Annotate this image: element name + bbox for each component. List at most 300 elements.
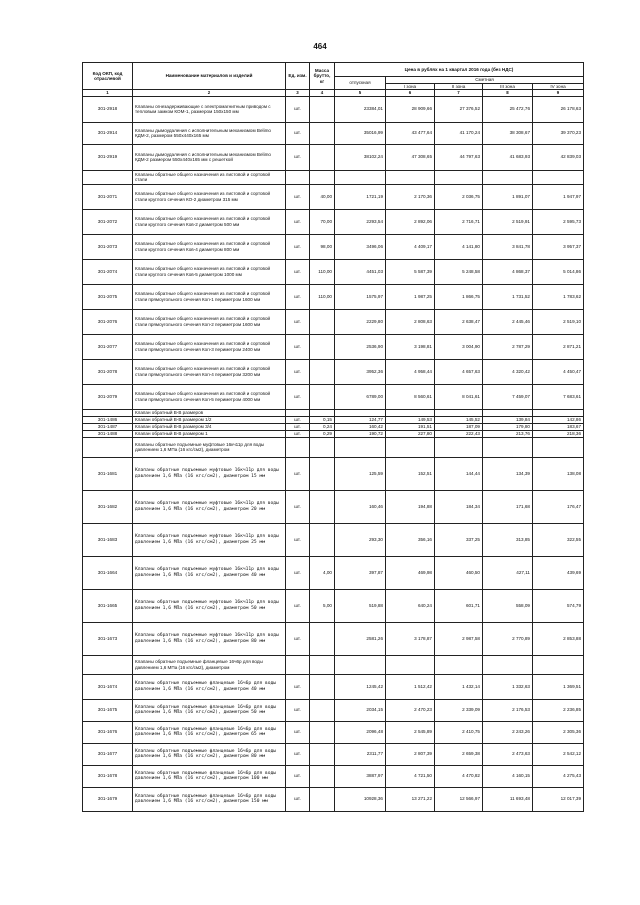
cell-name: Клапаны обратные общего назначения из листовой и сортовой стали прямоугольного сечения Коп-4 периметром 3200 мм [133, 359, 286, 384]
cell-zone3-price: 4 868,37 [483, 259, 533, 284]
cell-unit: шт. [286, 416, 310, 423]
cell-zone1-price: 2 892,06 [386, 209, 435, 234]
table-row [83, 144, 584, 170]
cell-release-price: 3496,06 [335, 234, 386, 259]
cell-zone3-price: 313,85 [483, 523, 533, 556]
table-row [83, 284, 584, 309]
cell-unit: шт. [286, 787, 310, 811]
cell-unit: шт. [286, 284, 310, 309]
cell-release-price: 293,30 [335, 523, 386, 556]
table-row [83, 674, 584, 699]
cell-code: 301-2079 [83, 384, 133, 409]
cell-zone3-price: 3 841,78 [483, 234, 533, 259]
cell-mass: 70,00 [310, 209, 335, 234]
cell-zone1-price: 1 987,25 [386, 284, 435, 309]
cell-zone4-price: 42 839,03 [533, 144, 584, 170]
cell-release-price [335, 170, 386, 184]
cell-zone2-price: 222,43 [435, 430, 483, 437]
cell-zone2-price: 2 987,58 [435, 622, 483, 655]
cell-zone3-price [483, 409, 533, 416]
cell-name: Клапаны обратные общего назначения из листовой и сортовой стали прямоугольного сечения Коп-5 периметром 4000 мм [133, 384, 286, 409]
cell-zone2-price: 2 036,75 [435, 184, 483, 209]
cell-zone3-price: 139,84 [483, 416, 533, 423]
cell-release-price: 35016,99 [335, 122, 386, 144]
cell-unit: шт. [286, 234, 310, 259]
cell-zone3-price: 2 770,89 [483, 622, 533, 655]
cell-zone4-price: 2 853,88 [533, 622, 584, 655]
cell-code: 301-1487 [83, 423, 133, 430]
cell-release-price: 38102,24 [335, 144, 386, 170]
cell-zone3-price: 11 693,48 [483, 787, 533, 811]
cell-code: 301-2919 [83, 144, 133, 170]
cell-zone1-price: 43 477,64 [386, 122, 435, 144]
cell-zone2-price: 460,50 [435, 556, 483, 589]
cell-zone4-price: 5 014,86 [533, 259, 584, 284]
cell-code: 301-2072 [83, 209, 133, 234]
cell-release-price: 10928,36 [335, 787, 386, 811]
cell-zone2-price: 27 376,52 [435, 96, 483, 122]
cell-zone4-price [533, 655, 584, 674]
table-row [83, 622, 584, 655]
cell-mass [310, 384, 335, 409]
cell-code: 301-1674 [83, 674, 133, 699]
cell-unit: шт. [286, 359, 310, 384]
cell-mass [310, 457, 335, 490]
cell-unit: шт. [286, 622, 310, 655]
cell-zone4-price: 176,47 [533, 490, 584, 523]
cell-mass [310, 490, 335, 523]
cell-mass: 110,00 [310, 284, 335, 309]
cell-name: Клапаны обратные подъемные муфтовые 16кч11р для воды давлением 1,6 МПа (16 кгс/см2), диаметром 25 мм [133, 523, 286, 556]
cell-name: Клапаны обратные общего назначения из листовой и сортовой стали круглого сечения Ков-4 диаметром 800 мм [133, 234, 286, 259]
cell-zone2-price: 2 716,71 [435, 209, 483, 234]
cell-zone4-price: 2 519,10 [533, 309, 584, 334]
cell-code [83, 170, 133, 184]
cell-zone4-price: 142,86 [533, 416, 584, 423]
cell-release-price: 2293,54 [335, 209, 386, 234]
table-row [83, 184, 584, 209]
table-row [83, 416, 584, 423]
table-row [83, 409, 584, 416]
cell-name: Клапаны обратные подъемные фланцевые 16ч6р для воды давлением 1,6 МПа (16 кгс/см2), диаметром 65 мм [133, 721, 286, 743]
cell-zone1-price: 4 958,44 [386, 359, 435, 384]
cell-name: Клапан обратный В-В размером 1 [133, 430, 286, 437]
cell-unit: шт. [286, 384, 310, 409]
cell-release-price: 160,46 [335, 490, 386, 523]
cell-zone4-price: 2 542,12 [533, 743, 584, 765]
cell-unit: шт. [286, 699, 310, 721]
cell-zone3-price: 558,09 [483, 589, 533, 622]
cell-mass [310, 699, 335, 721]
cell-zone4-price: 1 369,51 [533, 674, 584, 699]
cell-zone1-price: 2 545,89 [386, 721, 435, 743]
cell-code: 301-1673 [83, 622, 133, 655]
cell-code: 301-2075 [83, 284, 133, 309]
cell-mass [310, 787, 335, 811]
cell-mass [310, 622, 335, 655]
cell-zone2-price [435, 170, 483, 184]
cell-zone3-price: 4 320,42 [483, 359, 533, 384]
cell-release-price: 2536,90 [335, 334, 386, 359]
cell-zone1-price: 640,24 [386, 589, 435, 622]
cell-zone2-price: 4 470,82 [435, 765, 483, 787]
cell-mass [310, 96, 335, 122]
cell-code: 301-1676 [83, 721, 133, 743]
column-number: 7 [435, 90, 483, 97]
cell-unit [286, 409, 310, 416]
cell-release-price: 519,88 [335, 589, 386, 622]
cell-name: Клапаны огнезадерживающие с электромагнитным приводом с тепловым замком КОМ-1, размером 150х150 мм [133, 96, 286, 122]
cell-zone3-price: 179,80 [483, 423, 533, 430]
cell-zone4-price: 2 236,85 [533, 699, 584, 721]
cell-zone4-price: 4 450,47 [533, 359, 584, 384]
cell-release-price: 124,77 [335, 416, 386, 423]
cell-mass: 0,24 [310, 423, 335, 430]
cell-name: Клапаны обратные общего назначения из листовой и сортовой стали прямоугольного сечения Коп-3 периметром 2400 мм [133, 334, 286, 359]
cell-zone1-price: 469,98 [386, 556, 435, 589]
table-row [83, 721, 584, 743]
cell-zone3-price: 2 473,63 [483, 743, 533, 765]
cell-release-price: 160,42 [335, 423, 386, 430]
cell-zone3-price [483, 170, 533, 184]
cell-zone2-price: 337,25 [435, 523, 483, 556]
cell-zone3-price: 2 176,53 [483, 699, 533, 721]
cell-mass [310, 359, 335, 384]
cell-zone1-price [386, 170, 435, 184]
header-mass: Масса брутто, кг [310, 63, 335, 90]
cell-unit [286, 437, 310, 457]
cell-name: Клапаны обратные подъемные фланцевые 16ч6р для воды давлением 1,6 МПа (16 кгс/см2), диаметром 100 мм [133, 765, 286, 787]
column-number: 6 [386, 90, 435, 97]
table-row [83, 556, 584, 589]
cell-code: 301-1682 [83, 490, 133, 523]
cell-zone1-price: 194,88 [386, 490, 435, 523]
cell-code: 301-1683 [83, 523, 133, 556]
cell-unit: шт. [286, 523, 310, 556]
cell-unit: шт. [286, 457, 310, 490]
cell-zone2-price: 144,44 [435, 457, 483, 490]
cell-zone3-price: 2 445,46 [483, 309, 533, 334]
cell-unit: шт. [286, 259, 310, 284]
cell-zone2-price: 1 432,14 [435, 674, 483, 699]
cell-zone1-price: 8 560,61 [386, 384, 435, 409]
cell-code: 301-1664 [83, 556, 133, 589]
table-row [83, 765, 584, 787]
cell-release-price: 1721,19 [335, 184, 386, 209]
cell-mass: 98,00 [310, 234, 335, 259]
cell-release-price: 2096,48 [335, 721, 386, 743]
table-row [83, 122, 584, 144]
cell-zone2-price: 184,34 [435, 490, 483, 523]
cell-unit: шт. [286, 765, 310, 787]
table-row [83, 589, 584, 622]
cell-unit: шт. [286, 674, 310, 699]
cell-zone2-price: 4 141,80 [435, 234, 483, 259]
table-row [83, 96, 584, 122]
cell-zone2-price: 4 657,63 [435, 359, 483, 384]
cell-zone3-price: 213,76 [483, 430, 533, 437]
cell-zone3-price: 2 519,91 [483, 209, 533, 234]
header-code: Код ОКП, код отраслевой [83, 63, 133, 90]
header-zone1: I зона [386, 83, 435, 90]
cell-mass [310, 721, 335, 743]
cell-zone2-price: 2 659,38 [435, 743, 483, 765]
cell-release-price: 4451,03 [335, 259, 386, 284]
cell-zone2-price: 187,09 [435, 423, 483, 430]
cell-mass [310, 765, 335, 787]
cell-zone1-price: 149,53 [386, 416, 435, 423]
cell-zone2-price [435, 409, 483, 416]
cell-code: 301-2073 [83, 234, 133, 259]
table-row [83, 384, 584, 409]
cell-zone1-price: 3 178,87 [386, 622, 435, 655]
cell-zone1-price: 13 271,22 [386, 787, 435, 811]
cell-zone1-price [386, 655, 435, 674]
cell-zone1-price [386, 437, 435, 457]
cell-release-price [335, 409, 386, 416]
cell-code [83, 437, 133, 457]
cell-zone1-price: 227,80 [386, 430, 435, 437]
table-row [83, 209, 584, 234]
cell-code [83, 409, 133, 416]
cell-zone4-price [533, 409, 584, 416]
header-name: Наименование материалов и изделий [133, 63, 286, 90]
cell-unit: шт. [286, 122, 310, 144]
cell-code: 301-2076 [83, 309, 133, 334]
cell-zone1-price: 2 808,63 [386, 309, 435, 334]
cell-unit: шт. [286, 96, 310, 122]
cell-mass [310, 743, 335, 765]
cell-unit [286, 170, 310, 184]
table-row [83, 523, 584, 556]
cell-code: 301-2918 [83, 96, 133, 122]
cell-unit: шт. [286, 556, 310, 589]
header-zone4: IV зона [533, 83, 584, 90]
cell-zone4-price: 2 595,73 [533, 209, 584, 234]
cell-zone4-price: 7 683,61 [533, 384, 584, 409]
cell-zone2-price: 5 248,58 [435, 259, 483, 284]
cell-mass [310, 655, 335, 674]
cell-name: Клапаны обратные подъемные муфтовые 16кч11р для воды давлением 1,6 МПа (16 кгс/см2), диаметром 20 мм [133, 490, 286, 523]
cell-zone2-price [435, 655, 483, 674]
cell-zone4-price: 3 957,37 [533, 234, 584, 259]
cell-zone2-price: 44 797,63 [435, 144, 483, 170]
cell-zone2-price: 2 410,75 [435, 721, 483, 743]
cell-code: 301-1677 [83, 743, 133, 765]
cell-mass: 4,00 [310, 556, 335, 589]
cell-name: Клапаны обратные подъемные муфтовые 16кч11р для воды давлением 1,6 МПа (16 кгс/см2), диаметром 80 мм [133, 622, 286, 655]
cell-name: Клапаны обратные общего назначения из листовой и сортовой стали круглого сечения Ков-2 диаметром 500 мм [133, 209, 286, 234]
cell-name: Клапан обратный В-В размером 1/2 [133, 416, 286, 423]
cell-release-price: 397,87 [335, 556, 386, 589]
cell-unit: шт. [286, 589, 310, 622]
cell-mass [310, 334, 335, 359]
cell-unit: шт. [286, 334, 310, 359]
table-row [83, 234, 584, 259]
table-row [83, 170, 584, 184]
cell-release-price: 23384,01 [335, 96, 386, 122]
cell-zone1-price: 3 198,81 [386, 334, 435, 359]
column-number: 3 [286, 90, 310, 97]
cell-code: 301-1678 [83, 765, 133, 787]
cell-zone2-price: 1 866,75 [435, 284, 483, 309]
cell-release-price: 1575,97 [335, 284, 386, 309]
cell-zone4-price: 12 017,39 [533, 787, 584, 811]
cell-release-price: 6789,00 [335, 384, 386, 409]
column-number: 1 [83, 90, 133, 97]
column-number: 9 [533, 90, 584, 97]
cell-code: 301-1665 [83, 589, 133, 622]
cell-zone1-price: 4 409,17 [386, 234, 435, 259]
page-number: 464 [313, 42, 327, 51]
cell-zone4-price: 2 305,36 [533, 721, 584, 743]
cell-zone4-price: 26 178,63 [533, 96, 584, 122]
table-row [83, 359, 584, 384]
cell-zone4-price [533, 437, 584, 457]
cell-release-price: 2311,77 [335, 743, 386, 765]
cell-zone3-price [483, 437, 533, 457]
table-row [83, 334, 584, 359]
cell-zone3-price: 38 308,67 [483, 122, 533, 144]
cell-zone3-price: 2 243,26 [483, 721, 533, 743]
cell-mass: 0,15 [310, 416, 335, 423]
cell-zone2-price: 8 041,61 [435, 384, 483, 409]
header-estimate: Сметная [386, 77, 584, 84]
cell-mass [310, 309, 335, 334]
cell-zone4-price: 4 275,43 [533, 765, 584, 787]
cell-name: Клапаны обратные подъемные муфтовые 16кч11р для воды давлением 1,6 МПа (16 кгс/см2), диаметром 40 мм [133, 556, 286, 589]
cell-zone1-price: 1 512,42 [386, 674, 435, 699]
cell-zone3-price: 1 891,07 [483, 184, 533, 209]
table-row [83, 259, 584, 284]
cell-zone1-price: 47 308,65 [386, 144, 435, 170]
header-zone2: II зона [435, 83, 483, 90]
cell-name: Клапан обратный В-В размером 3/4 [133, 423, 286, 430]
cell-zone2-price: 12 566,97 [435, 787, 483, 811]
cell-release-price: 3887,97 [335, 765, 386, 787]
cell-name: Клапаны обратные общего назначения из листовой и сортовой стали [133, 170, 286, 184]
cell-name: Клапаны обратные подъемные муфтовые 16кч11р для воды давлением 1,6 МПа (16 кгс/см2), диаметром 15 мм [133, 457, 286, 490]
cell-code: 301-1679 [83, 787, 133, 811]
cell-zone4-price: 2 871,21 [533, 334, 584, 359]
cell-zone2-price: 145,52 [435, 416, 483, 423]
cell-zone4-price: 39 370,23 [533, 122, 584, 144]
table-row [83, 743, 584, 765]
cell-zone3-price: 171,68 [483, 490, 533, 523]
cell-zone4-price: 1 947,97 [533, 184, 584, 209]
cell-unit [286, 655, 310, 674]
cell-name: Клапан обратный В-В размеров [133, 409, 286, 416]
cell-unit: шт. [286, 490, 310, 523]
column-number: 5 [335, 90, 386, 97]
cell-release-price: 3952,36 [335, 359, 386, 384]
cell-name: Клапаны обратные подъемные фланцевые 16ч6р для воды давлением 1,6 МПа (16 кгс/см2), диаметром 40 мм [133, 674, 286, 699]
cell-name: Клапаны обратные общего назначения из листовой и сортовой стали круглого сечения Ков-5 диаметром 1000 мм [133, 259, 286, 284]
cell-zone1-price: 5 587,39 [386, 259, 435, 284]
cell-name: Клапаны обратные общего назначения из листовой и сортовой стали прямоугольного сечения Коп-1 периметром 1600 мм [133, 284, 286, 309]
cell-code: 301-2914 [83, 122, 133, 144]
table-row [83, 423, 584, 430]
header-price-group: Цена в рублях на 1 квартал 2016 года (без НДС) [335, 63, 584, 77]
column-number: 2 [133, 90, 286, 97]
cell-release-price: 2229,80 [335, 309, 386, 334]
cell-zone4-price: 218,36 [533, 430, 584, 437]
column-number: 8 [483, 90, 533, 97]
cell-release-price: 2034,15 [335, 699, 386, 721]
cell-zone2-price: 601,71 [435, 589, 483, 622]
cell-mass [310, 437, 335, 457]
header-unit: Ед. изм. [286, 63, 310, 90]
cell-zone3-price: 25 472,76 [483, 96, 533, 122]
cell-mass [310, 170, 335, 184]
cell-unit: шт. [286, 743, 310, 765]
cell-unit: шт. [286, 309, 310, 334]
cell-name: Клапаны дымоудаления с исполнительным механизмом Belimo КДМ-2, размером 550х440х165 мм [133, 122, 286, 144]
cell-unit: шт. [286, 430, 310, 437]
cell-name: Клапаны обратные подъемные муфтовые 16кч11р для воды давлением 1,6 МПа (16 кгс/см2), диаметром [133, 437, 286, 457]
cell-mass [310, 144, 335, 170]
header-zone3: III зона [483, 83, 533, 90]
cell-code: 301-1486 [83, 416, 133, 423]
cell-zone2-price: 2 339,09 [435, 699, 483, 721]
cell-zone4-price: 1 783,62 [533, 284, 584, 309]
cell-name: Клапаны обратные подъемные фланцевые 16ч6р для воды давлением 1,6 МПа (16 кгс/см2), диаметром 50 мм [133, 699, 286, 721]
table-row [83, 655, 584, 674]
cell-name: Клапаны обратные подъемные фланцевые 16ч6р для воды давлением 1,6 МПа (16 кгс/см2), диаметром [133, 655, 286, 674]
cell-unit: шт. [286, 209, 310, 234]
cell-name: Клапаны дымоудаления с исполнительным механизмом Belimo КДМ-2 размером 550х440х165 мм с решеткой [133, 144, 286, 170]
cell-code: 301-2077 [83, 334, 133, 359]
table-row [83, 437, 584, 457]
cell-code: 301-1675 [83, 699, 133, 721]
table-row [83, 309, 584, 334]
table-row [83, 699, 584, 721]
cell-mass: 110,00 [310, 259, 335, 284]
cell-release-price [335, 655, 386, 674]
cell-mass: 5,00 [310, 589, 335, 622]
cell-code: 301-2074 [83, 259, 133, 284]
cell-code: 301-1488 [83, 430, 133, 437]
cell-unit: шт. [286, 721, 310, 743]
cell-name: Клапаны обратные общего назначения из листовой и сортовой стали круглого сечения КО-2 диаметром 315 мм [133, 184, 286, 209]
cell-zone3-price: 427,11 [483, 556, 533, 589]
cell-release-price: 1245,42 [335, 674, 386, 699]
cell-unit: шт. [286, 184, 310, 209]
cell-unit: шт. [286, 144, 310, 170]
cell-zone3-price: 7 459,07 [483, 384, 533, 409]
header-release: отпускная [335, 77, 386, 90]
cell-zone4-price: 322,55 [533, 523, 584, 556]
cell-zone1-price: 28 909,66 [386, 96, 435, 122]
cell-zone4-price: 574,79 [533, 589, 584, 622]
cell-name: Клапаны обратные подъемные фланцевые 16ч6р для воды давлением 1,6 МПа (16 кгс/см2), диаметром 80 мм [133, 743, 286, 765]
cell-zone1-price [386, 409, 435, 416]
cell-zone3-price: 134,39 [483, 457, 533, 490]
cell-mass: 40,00 [310, 184, 335, 209]
cell-mass [310, 523, 335, 556]
cell-mass: 0,29 [310, 430, 335, 437]
table-row [83, 787, 584, 811]
cell-mass [310, 122, 335, 144]
cell-release-price: 2581,26 [335, 622, 386, 655]
cell-zone1-price: 2 170,36 [386, 184, 435, 209]
cell-zone1-price: 191,51 [386, 423, 435, 430]
cell-zone4-price: 439,69 [533, 556, 584, 589]
cell-zone2-price: 2 638,47 [435, 309, 483, 334]
cell-zone3-price: 2 787,29 [483, 334, 533, 359]
table-row [83, 457, 584, 490]
cell-zone2-price [435, 437, 483, 457]
